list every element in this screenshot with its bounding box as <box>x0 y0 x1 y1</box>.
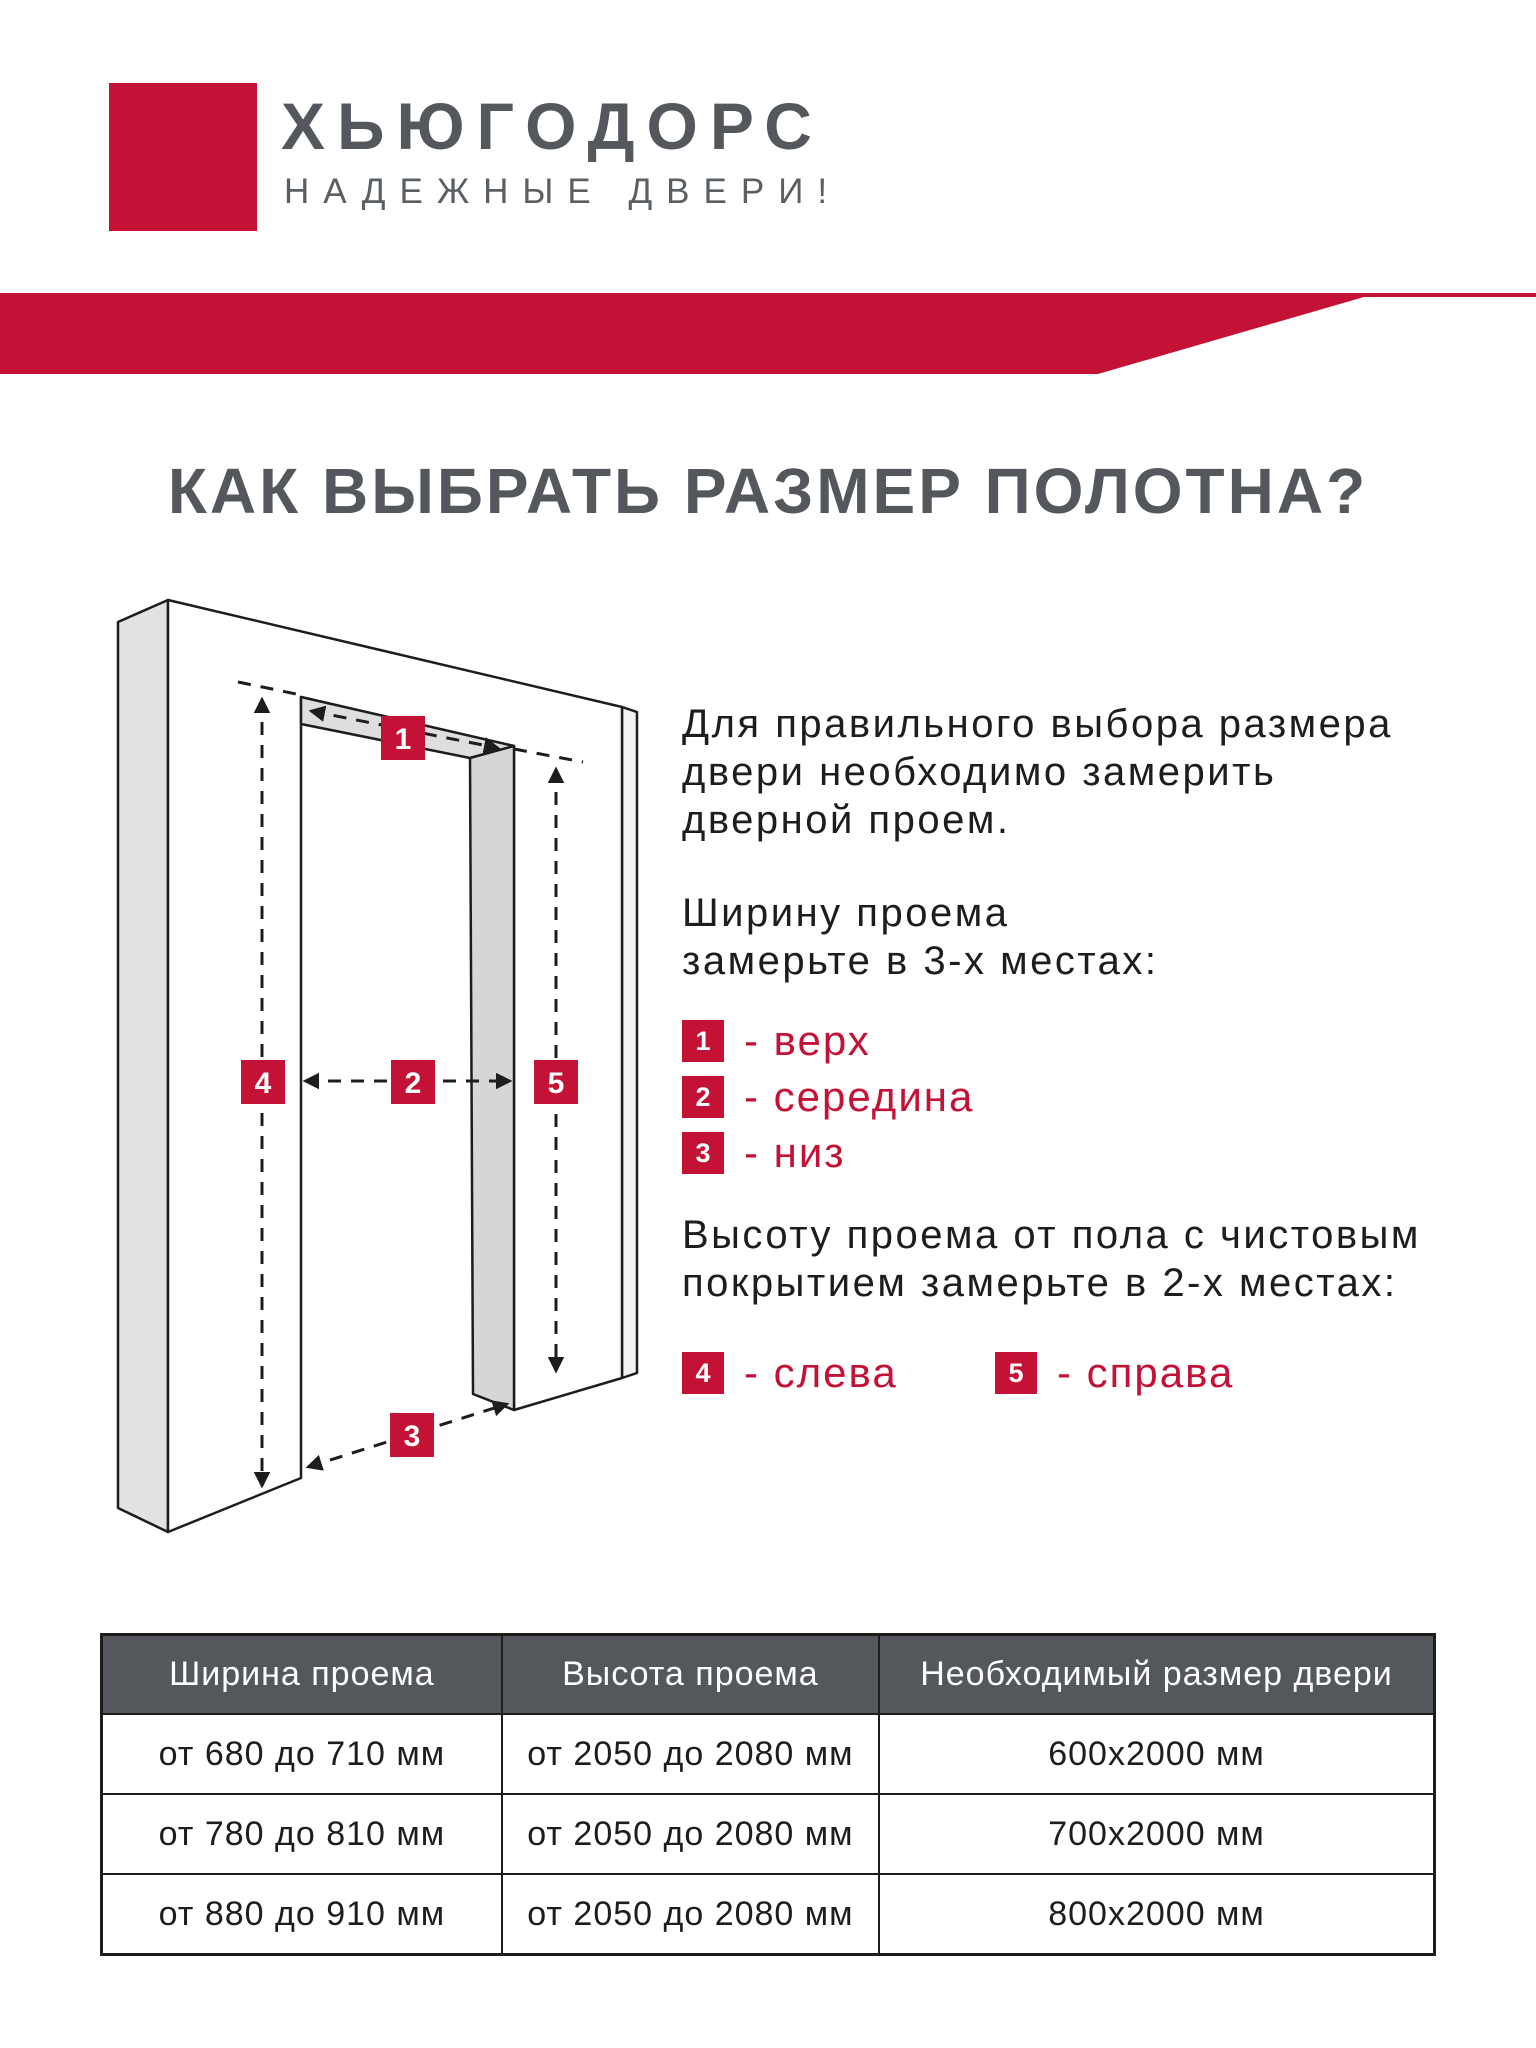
table-row <box>102 1874 1435 1955</box>
legend-item-bottom <box>682 1129 974 1176</box>
wall-right-end-face <box>622 707 637 1378</box>
legend-badge-4: 4 <box>682 1352 724 1394</box>
legend-badge-3: 3 <box>682 1132 724 1174</box>
red-banner-stripe <box>0 293 1536 375</box>
width-instruction-line-1: Ширину проема <box>682 891 1010 935</box>
diagram-marker-4: 4 <box>254 1067 272 1100</box>
height-instruction-line-2: покрытием замерьте в 2-х местах: <box>682 1261 1398 1305</box>
legend-label-top: - верх <box>744 1017 871 1064</box>
height-instruction-line-1: Высоту проема от пола с чистовым <box>682 1213 1421 1257</box>
table-cell: от 2050 до 2080 мм <box>502 1794 879 1874</box>
intro-paragraph <box>682 700 1442 844</box>
table-cell: от 880 до 910 мм <box>102 1874 502 1955</box>
table-cell: 700х2000 мм <box>879 1794 1434 1874</box>
width-instruction-paragraph <box>682 889 1442 985</box>
diagram-marker-3: 3 <box>403 1420 421 1453</box>
page-title: КАК ВЫБРАТЬ РАЗМЕР ПОЛОТНА? <box>167 455 1369 527</box>
legend-label-right: - справа <box>1057 1349 1235 1396</box>
diagram-marker-5: 5 <box>547 1067 565 1100</box>
legend-label-middle: - середина <box>744 1073 975 1120</box>
width-instruction-line-2: замерьте в 3-х местах: <box>682 939 1159 983</box>
intro-line-3: дверной проем. <box>682 798 1011 842</box>
opening-right-jamb-face <box>470 746 514 1410</box>
doorway-measurement-diagram <box>95 585 655 1565</box>
legend-item-top <box>682 1017 974 1064</box>
legend-label-bottom: - низ <box>744 1129 846 1176</box>
table-header-opening-width: Ширина проема <box>102 1635 502 1715</box>
door-size-table <box>100 1633 1436 1956</box>
legend-label-left: - слева <box>744 1349 898 1396</box>
table-cell: от 2050 до 2080 мм <box>502 1714 879 1794</box>
legend-item-left <box>682 1349 898 1396</box>
legend-badge-5: 5 <box>995 1352 1037 1394</box>
table-cell: от 2050 до 2080 мм <box>502 1874 879 1955</box>
legend-item-right <box>995 1349 1235 1396</box>
table-cell: 600х2000 мм <box>879 1714 1434 1794</box>
width-points-legend <box>682 1017 975 1188</box>
table-cell: от 780 до 810 мм <box>102 1794 502 1874</box>
intro-line-2: двери необходимо замерить <box>682 750 1277 794</box>
wall-left-end-face <box>118 600 168 1532</box>
legend-item-middle <box>682 1073 975 1120</box>
table-header-row <box>102 1635 1435 1715</box>
table-header-opening-height: Высота проема <box>502 1635 879 1715</box>
brand-name: ХЬЮГОДОРС <box>281 89 824 163</box>
table-row <box>102 1794 1435 1874</box>
intro-line-1: Для правильного выбора размера <box>682 702 1393 746</box>
table-cell: 800х2000 мм <box>879 1874 1434 1955</box>
brand-tagline: НАДЕЖНЫЕ ДВЕРИ! <box>284 172 842 211</box>
table-header-door-size: Необходимый размер двери <box>879 1635 1434 1715</box>
legend-badge-1: 1 <box>682 1020 724 1062</box>
height-instruction-paragraph <box>682 1211 1442 1307</box>
table-cell: от 680 до 710 мм <box>102 1714 502 1794</box>
brand-logo-square <box>109 83 257 231</box>
legend-badge-2: 2 <box>682 1076 724 1118</box>
diagram-marker-1: 1 <box>394 723 412 756</box>
table-row <box>102 1714 1435 1794</box>
diagram-marker-2: 2 <box>404 1067 422 1100</box>
